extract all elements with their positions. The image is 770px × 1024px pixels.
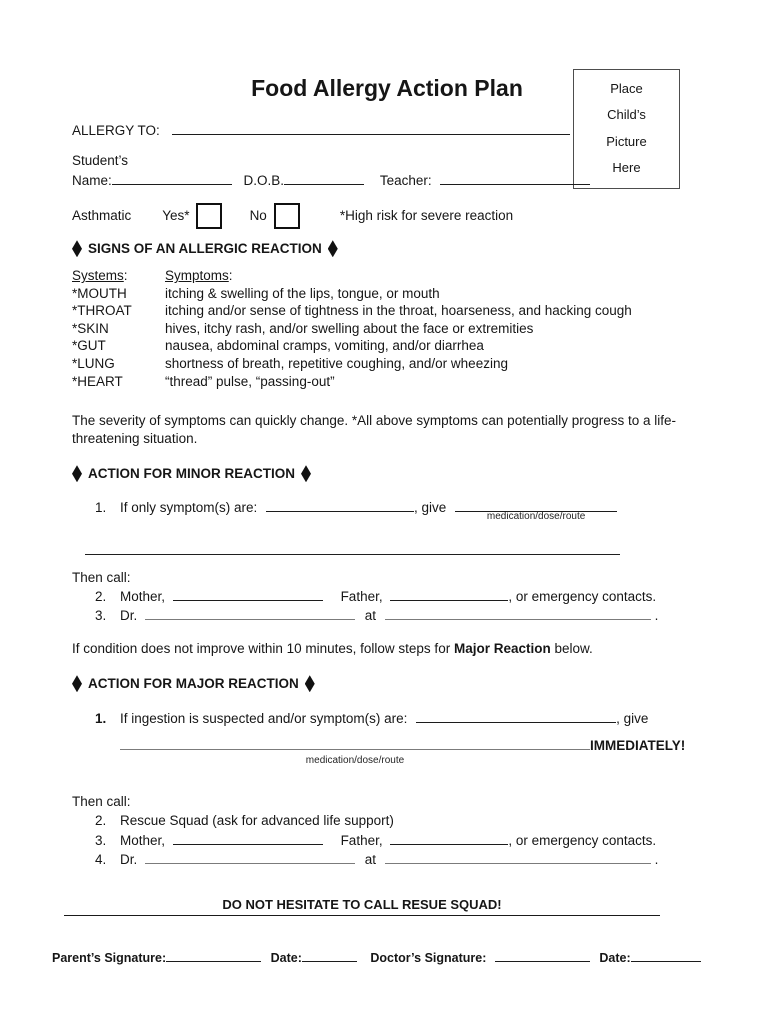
- condition-note-bold: Major Reaction: [453, 641, 551, 656]
- major-step-3: [72, 831, 702, 850]
- emergency-contacts-label: , or emergency contacts.: [508, 833, 657, 848]
- dob-field[interactable]: [284, 171, 364, 185]
- signature-row: [52, 948, 745, 966]
- allergy-to-field[interactable]: [172, 121, 570, 135]
- major-medication-field[interactable]: [120, 736, 590, 766]
- dr-label: Dr.: [120, 852, 138, 867]
- squad-warning-row: [64, 897, 660, 916]
- system-cell: *THROAT: [72, 303, 132, 319]
- minor-dr-phone-field[interactable]: [385, 606, 651, 620]
- major-medication-row: [72, 736, 702, 766]
- condition-note: [72, 640, 702, 658]
- step-number: 1.: [95, 711, 107, 726]
- father-label: Father,: [340, 833, 383, 848]
- symptom-cell: shortness of breath, repetitive coughing, and/or wheezing: [165, 355, 508, 371]
- signs-heading: [72, 240, 702, 258]
- underline-rule: [506, 915, 660, 916]
- father-label: Father,: [340, 589, 383, 604]
- step-number: 3.: [95, 608, 107, 623]
- medication-caption: medication/dose/route: [486, 511, 586, 522]
- doctor-date-field[interactable]: [631, 948, 701, 962]
- asthmatic-yes-label: Yes*: [162, 208, 190, 224]
- minor-reaction-heading: [72, 465, 702, 483]
- minor-mother-phone-field[interactable]: [173, 587, 323, 601]
- dr-label: Dr.: [120, 608, 138, 623]
- minor-medication-field[interactable]: [455, 498, 617, 522]
- photo-box-line: Here: [612, 160, 641, 176]
- period-label: .: [654, 608, 659, 623]
- asthmatic-no-checkbox[interactable]: [274, 203, 300, 229]
- high-risk-note: *High risk for severe reaction: [339, 208, 514, 224]
- underline-rule: [64, 915, 218, 916]
- asthmatic-no-label: No: [249, 208, 267, 224]
- parent-signature-field[interactable]: [166, 948, 261, 962]
- asthmatic-row: [72, 203, 702, 229]
- doctor-signature-field[interactable]: [495, 948, 590, 962]
- teacher-label: Teacher:: [379, 173, 432, 188]
- parent-signature-label: Parent’s Signature:: [52, 951, 167, 965]
- allergy-to-row: [72, 121, 702, 140]
- system-cell: *HEART: [72, 373, 123, 389]
- date-label: Date:: [270, 951, 302, 965]
- minor-dr-name-field[interactable]: [145, 606, 355, 620]
- symptom-cell: nausea, abdominal cramps, vomiting, and/or diarrhea: [165, 338, 484, 354]
- page-title: Food Allergy Action Plan: [251, 75, 523, 101]
- major-dr-phone-field[interactable]: [385, 850, 651, 864]
- signs-heading-text: SIGNS OF AN ALLERGIC REACTION: [88, 241, 322, 256]
- symptom-cell: itching and/or sense of tightness in the throat, hoarseness, and hacking cough: [165, 303, 632, 319]
- system-cell: *GUT: [72, 338, 106, 354]
- name-label: Name:: [72, 173, 112, 188]
- photo-box-line: Picture: [606, 133, 647, 149]
- teacher-field[interactable]: [440, 171, 590, 185]
- step-number: 2.: [95, 813, 107, 828]
- step-number: 1.: [95, 500, 107, 515]
- minor-medication-extra-line-field[interactable]: [85, 541, 620, 555]
- step-number: 3.: [95, 833, 107, 848]
- diamond-icon: [72, 675, 82, 692]
- give-label: , give: [616, 711, 649, 726]
- name-dob-teacher-row: [72, 171, 702, 190]
- asthmatic-yes-checkbox[interactable]: [196, 203, 222, 229]
- systems-header: Systems:: [72, 268, 128, 283]
- condition-note-pre: If condition does not improve within 10 minutes, follow steps for: [72, 641, 451, 656]
- major-reaction-heading: [72, 675, 702, 693]
- minor-step-3: [72, 606, 702, 625]
- condition-note-post: below.: [554, 641, 593, 656]
- minor-then-call-label: Then call:: [72, 570, 131, 585]
- major-symptoms-field[interactable]: [416, 709, 616, 723]
- step-number: 4.: [95, 852, 107, 867]
- date-label: Date:: [599, 951, 631, 965]
- minor-step-1: [72, 498, 702, 522]
- at-label: at: [364, 852, 377, 867]
- major-mother-phone-field[interactable]: [173, 831, 323, 845]
- major-step1-text: If ingestion is suspected and/or symptom(s) are:: [120, 711, 408, 726]
- period-label: .: [654, 852, 659, 867]
- minor-step-2: [72, 587, 702, 606]
- symptoms-header: Symptoms:: [165, 268, 233, 283]
- squad-warning-text: DO NOT HESITATE TO CALL RESUE SQUAD!: [218, 897, 505, 916]
- major-then-call-label: Then call:: [72, 794, 131, 809]
- diamond-icon: [305, 675, 315, 692]
- rescue-squad-text: Rescue Squad (ask for advanced life support): [120, 813, 394, 828]
- minor-step1-text: If only symptom(s) are:: [120, 500, 258, 515]
- major-step-2: [72, 812, 702, 830]
- system-cell: *MOUTH: [72, 285, 127, 301]
- diamond-icon: [72, 240, 82, 257]
- emergency-contacts-label: , or emergency contacts.: [508, 589, 657, 604]
- mother-label: Mother,: [120, 589, 166, 604]
- medication-caption: medication/dose/route: [305, 755, 405, 766]
- minor-reaction-heading-text: ACTION FOR MINOR REACTION: [88, 466, 295, 481]
- major-dr-name-field[interactable]: [145, 850, 355, 864]
- symptom-cell: itching & swelling of the lips, tongue, or mouth: [165, 285, 440, 301]
- give-label: , give: [414, 500, 447, 515]
- asthmatic-label: Asthmatic: [72, 208, 132, 224]
- step-number: 2.: [95, 589, 107, 604]
- photo-box-line: Place: [610, 80, 643, 96]
- system-cell: *LUNG: [72, 355, 115, 371]
- diamond-icon: [301, 465, 311, 482]
- major-father-phone-field[interactable]: [390, 831, 508, 845]
- diamond-icon: [328, 240, 338, 257]
- signs-symptoms-table: [72, 267, 702, 390]
- diamond-icon: [72, 465, 82, 482]
- parent-date-field[interactable]: [302, 948, 357, 962]
- minor-symptoms-field[interactable]: [266, 498, 414, 512]
- symptom-cell: hives, itchy rash, and/or swelling about the face or extremities: [165, 320, 534, 336]
- minor-father-phone-field[interactable]: [390, 587, 508, 601]
- doctor-signature-label: Doctor’s Signature:: [370, 951, 487, 965]
- system-cell: *SKIN: [72, 320, 109, 336]
- major-reaction-heading-text: ACTION FOR MAJOR REACTION: [88, 676, 299, 691]
- students-label: Student’s: [72, 153, 129, 168]
- mother-label: Mother,: [120, 833, 166, 848]
- symptom-cell: “thread” pulse, “passing-out”: [165, 373, 335, 389]
- major-step-1: [72, 709, 702, 728]
- dob-label: D.O.B.: [243, 173, 285, 188]
- severity-note: The severity of symptoms can quickly change. *All above symptoms can potentially progress to a life-threatening situation.: [72, 413, 677, 446]
- immediately-label: IMMEDIATELY!: [590, 738, 686, 753]
- major-step-4: [72, 850, 702, 869]
- student-name-field[interactable]: [112, 171, 232, 185]
- photo-box-line: Child’s: [607, 107, 646, 123]
- allergy-to-label: ALLERGY TO:: [72, 123, 160, 138]
- at-label: at: [364, 608, 377, 623]
